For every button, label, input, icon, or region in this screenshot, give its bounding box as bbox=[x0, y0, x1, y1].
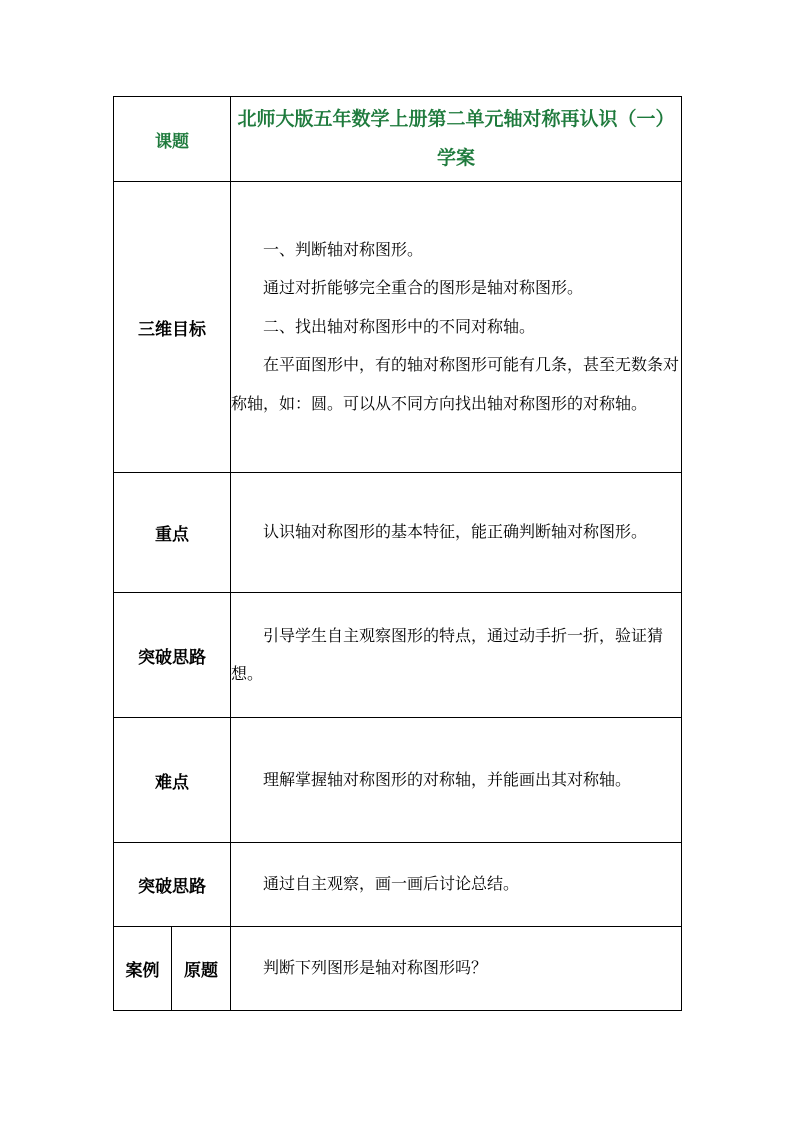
difficulty-label: 难点 bbox=[114, 718, 231, 843]
difficulty-row bbox=[114, 718, 682, 843]
difficulty-text: 理解掌握轴对称图形的对称轴，并能画出其对称轴。 bbox=[263, 769, 632, 789]
breakthrough-content-1 bbox=[231, 593, 682, 718]
title-label: 课题 bbox=[114, 97, 231, 182]
breakthrough-label-2: 突破思路 bbox=[114, 843, 231, 927]
key-point-content bbox=[231, 473, 682, 593]
lesson-plan-table bbox=[113, 96, 682, 1011]
goals-label: 三维目标 bbox=[114, 182, 231, 473]
case-sub-label: 原题 bbox=[172, 927, 231, 1011]
case-text: 判断下列图形是轴对称图形吗？ bbox=[263, 958, 488, 978]
title-row bbox=[114, 97, 682, 182]
breakthrough-row-2 bbox=[114, 843, 682, 927]
difficulty-content bbox=[231, 718, 682, 843]
case-content bbox=[231, 927, 682, 1011]
goals-paragraph: 在平面图形中，有的轴对称图形可能有几条，甚至无数条对称轴，如：圆。可以从不同方向找出轴对称图形的对称轴。 bbox=[231, 355, 680, 413]
case-row bbox=[114, 927, 682, 1011]
goals-paragraph: 通过对折能够完全重合的图形是轴对称图形。 bbox=[263, 278, 584, 298]
key-point-label: 重点 bbox=[114, 473, 231, 593]
breakthrough-text-2: 通过自主观察，画一画后讨论总结。 bbox=[263, 874, 520, 894]
case-label: 案例 bbox=[114, 927, 172, 1011]
page-title: 北师大版五年数学上册第二单元轴对称再认识（一）学案 bbox=[231, 97, 682, 182]
goals-row bbox=[114, 182, 682, 473]
breakthrough-label-1: 突破思路 bbox=[114, 593, 231, 718]
goals-content bbox=[231, 182, 682, 473]
breakthrough-row-1 bbox=[114, 593, 682, 718]
key-point-row bbox=[114, 473, 682, 593]
goals-paragraph: 二、找出轴对称图形中的不同对称轴。 bbox=[263, 316, 536, 336]
goals-paragraph: 一、判断轴对称图形。 bbox=[263, 239, 424, 259]
key-point-text: 认识轴对称图形的基本特征，能正确判断轴对称图形。 bbox=[263, 522, 648, 542]
breakthrough-text-1: 引导学生自主观察图形的特点，通过动手折一折，验证猜想。 bbox=[231, 625, 664, 683]
breakthrough-content-2 bbox=[231, 843, 682, 927]
